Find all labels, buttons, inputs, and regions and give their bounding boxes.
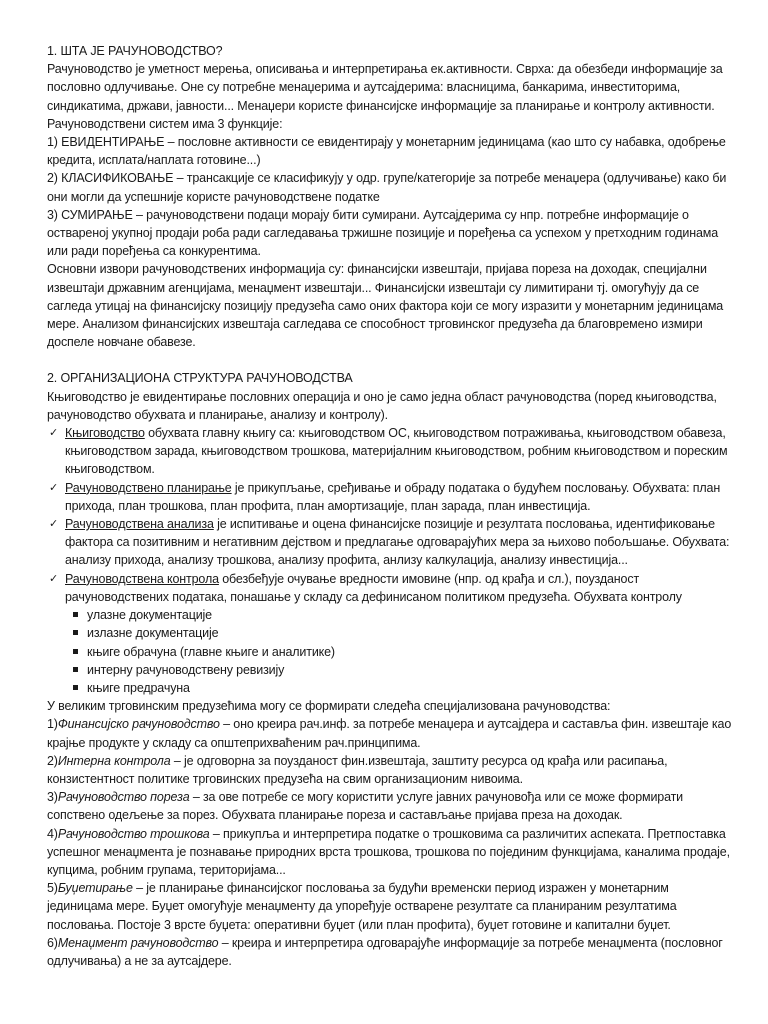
bullet-item: улазне документације [73, 606, 737, 624]
specialized-item-5 [47, 879, 737, 934]
item-term: Буџетирање [57, 881, 133, 896]
term-control: Рачуноводствена контрола [65, 571, 219, 586]
item-term: Рачуноводство трошкова [57, 826, 210, 841]
item-text: – је планирање финансијског пословања за будући временски период изражен у монетарним јединицама мере. Буџет омогућује менаџменту да упоређује остварене резултате са планираним резултатима пословања. Постоје 3 врсте буџета: оперативни буџет (или план профита), буџет готовине и капитални буџет. [47, 881, 677, 932]
specialized-intro: У великим трговинским предузећима могу се формирати следећа специјализована рачуноводства: [47, 699, 611, 714]
item-number: 5) [47, 881, 58, 896]
checklist-text: обухвата главну књигу са: књиговодством ОС, књиговодством потраживања, књиговодством обавеза, књиговодством зарада, књиговодством трошкова, материјалним књиговодством, робним књиговодством и пореским књиговодством. [65, 426, 728, 477]
checklist-text: је испитивање и оцена финансијске позиције и резултата пословања, идентификовање фактора са позитивним и негативним дејством и предлагање одговарајућих мера за њихово побољшање. Обухвата: анализу прихода, анализу трошкова, анализу профита, анлизу калкулација, анализу инвестиција... [65, 517, 730, 568]
term-analysis: Рачуноводствена анализа [65, 517, 214, 532]
term-planning: Рачуноводствено планирање [65, 480, 232, 495]
bullet-item: интерну рачуноводствену ревизију [73, 661, 737, 679]
item-number: 3) [47, 790, 58, 805]
item-term: Финансијско рачуноводство [57, 717, 220, 732]
item-term: Интерна контрола [57, 753, 171, 768]
bullet-item: излазне документације [73, 624, 737, 642]
item-number: 1) [47, 717, 58, 732]
item-number: 2) [47, 753, 58, 768]
specialized-item-3 [47, 788, 737, 824]
specialized-item-6 [47, 934, 737, 970]
bullet-item: књиге обрачуна (главне књиге и аналитике) [73, 643, 737, 661]
sources-paragraph: Основни извори рачуноводствених информација су: финансијски извештаји, пријава пореза на доходак, специјални извештаји државним агенцијама, менаџмент извештаји... Финансијски извештаји су лимитирани тј. омогућују да се сагледа утицај на финансијску позицију предузећа само оних фактора који се могу изразити у монетарним јединицама мере. Анализом финансијских извештаја сагледава се способност трговинског предузећа да благовремено измири доспеле новчане обавезе. [47, 262, 724, 350]
item-number: 4) [47, 826, 58, 841]
checkmark-icon: ✓ [49, 426, 59, 440]
checkmark-icon: ✓ [49, 480, 59, 494]
item-text: – за ове потребе се могу користити услуге јавних рачуновођа или се може формирати сопствено одељење за порез. Обухвата планирање пореза и састављање пријава преза на доходак. [47, 790, 684, 823]
section-1-intro: Рачуноводство је уметност мерења, описивања и интерпретирања ек.активности. Сврха: да обезбеди информације за пословно одлучивање. Оне су потребне менаџерима и аутсајдерима: власницима, банкарима, инвеститорима, синдикатима, држави, јавности... Менаџери користе финансијске информације за планирање и контролу активности. Рачуноводствени систем има 3 функције: [47, 62, 723, 131]
checklist-item-bookkeeping [47, 424, 737, 479]
section-2-heading: 2. ОРГАНИЗАЦИОНА СТРУКТУРА РАЧУНОВОДСТВА [47, 371, 353, 386]
function-3-paragraph: 3) СУМИРАЊЕ – рачуноводствени подаци морају бити сумирани. Аутсајдерима су нпр. потребне информације о оствареној укупној продаји роба ради сагледавања тржишне позиције и поређења са успехом у претходним годинама или ради поређења са конкурентима. [47, 207, 719, 259]
item-text: – је одговорна за поузданост фин.извештаја, заштиту ресурса од крађа или расипања, конзистентност политике трговинских предузећа на свим организационим нивоима. [47, 753, 668, 786]
document-page [47, 42, 737, 970]
checkmark-icon: ✓ [49, 517, 59, 531]
function-1-paragraph: 1) ЕВИДЕНТИРАЊЕ – пословне активности се евидентирају у монетарним јединицама (као што су набавка, одобрење кредита, исплата/наплата готовине...) [47, 135, 726, 168]
specialized-item-2 [47, 752, 737, 788]
checklist-item-planning [47, 479, 737, 515]
section-spacer [47, 351, 737, 369]
bullet-item: књиге предрачуна [73, 679, 737, 697]
specialized-item-1 [47, 715, 737, 751]
item-term: Рачуноводство пореза [57, 790, 190, 805]
checklist-text: је прикупљање, сређивање и обраду података о будућем пословању. Обухвата: план прихода, план трошкова, план профита, план амортизације, план зарада, план инвестиција. [65, 480, 721, 513]
item-text: – прикупља и интерпретира податке о трошковима са различитих аспеката. Претпоставка успешног менаџмента је познавање природних врста трошкова, трошкова по појединим функцијама, каналима продаје, купцима, робним групама, територијама... [47, 826, 730, 877]
checklist-item-analysis [47, 515, 737, 570]
item-term: Менаџмент рачуноводство [57, 935, 219, 950]
function-2-paragraph: 2) КЛАСИФИКОВАЊЕ – трансакције се класификују у одр. групе/категорије за потребе менаџера (одлучивање) како би они могли да успешније користе рачуноводствене податке [47, 171, 727, 204]
checklist-item-control [47, 570, 737, 606]
term-bookkeeping: Књиговодство [65, 426, 145, 441]
section-1-heading: 1. ШТА ЈЕ РАЧУНОВОДСТВО? [47, 44, 223, 58]
item-text: – оно креира рач.инф. за потребе менаџера и аутсајдера и саставља фин. извештаје као крајње продукте у складу са општеприхваћеним рач.принципима. [47, 717, 732, 750]
item-text: – креира и интерпретира одговарајуће информације за потребе менаџмента (пословног одлучивања) а не за аутсајдере. [47, 935, 723, 968]
control-bullet-list [47, 606, 737, 697]
item-number: 6) [47, 935, 58, 950]
section-2-intro: Књиговодство је евидентирање пословних операција и оно је само једна област рачуноводства (поред књиговодства, рачуноводство обухвата и планирање, анализу и контролу). [47, 389, 717, 422]
checklist-text: обезбеђује очување вредности имовине (нпр. од крађа и сл.), поузданост рачуноводствених података, понашање у складу са дефинисаном политиком предузећа. Обухвата контролу [65, 571, 682, 604]
specialized-item-4 [47, 825, 737, 880]
checkmark-icon: ✓ [49, 571, 59, 585]
